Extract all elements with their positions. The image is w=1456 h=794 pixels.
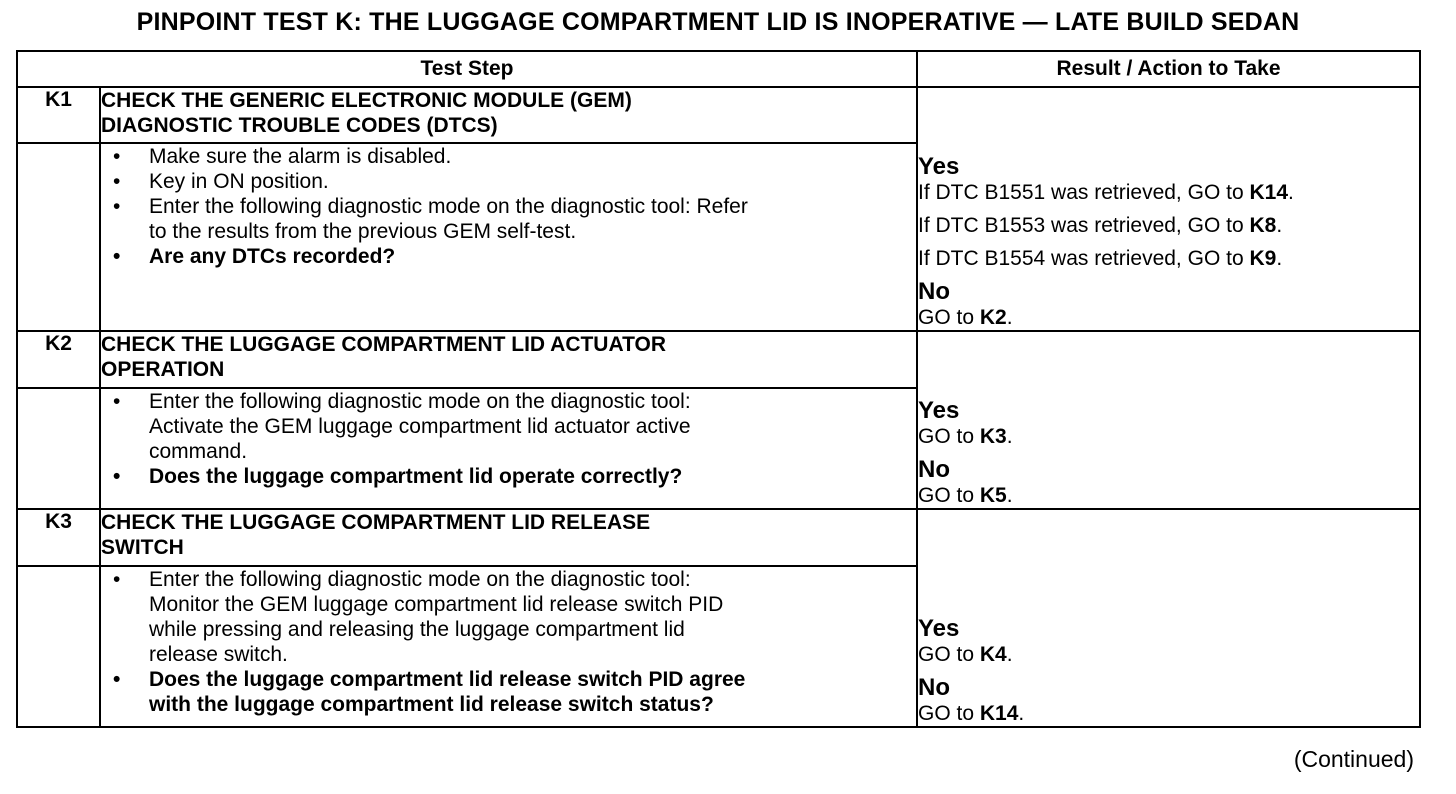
yes-action: If DTC B1554 was retrieved, GO to K9.	[918, 247, 1283, 270]
bullet-item: • Enter the following diagnostic mode on the diagnostic tool: Activate the GEM luggage compartment lid actuator active command.	[113, 390, 691, 464]
heading-line: OPERATION	[101, 358, 225, 381]
heading-line: CHECK THE LUGGAGE COMPARTMENT LID RELEASE	[101, 511, 651, 534]
header-row	[17, 51, 1420, 87]
step-heading	[100, 331, 917, 388]
no-label: No	[918, 456, 950, 483]
continued-note: (Continued)	[1293, 746, 1414, 772]
heading-line: CHECK THE LUGGAGE COMPARTMENT LID ACTUATOR	[101, 333, 667, 356]
no-action: GO to K2.	[918, 306, 1013, 329]
no-action: GO to K5.	[918, 484, 1013, 507]
step-k2-result	[917, 331, 1420, 509]
pinpoint-table	[16, 50, 1421, 728]
step-id: K2	[17, 331, 100, 388]
bullet-list	[53, 389, 916, 489]
step-heading	[100, 87, 917, 143]
test-step-header: Test Step	[17, 51, 917, 87]
step-heading	[100, 509, 917, 566]
yes-action: GO to K4.	[918, 643, 1013, 666]
step-k1-heading-row	[17, 87, 1420, 143]
bullet-question: • Does the luggage compartment lid operate correctly?	[113, 465, 683, 489]
yes-label: Yes	[918, 615, 960, 642]
page-title: PINPOINT TEST K: THE LUGGAGE COMPARTMENT LID IS INOPERATIVE — LATE BUILD SEDAN	[136, 8, 1300, 36]
result-header: Result / Action to Take	[917, 51, 1420, 87]
heading-line: SWITCH	[101, 536, 184, 559]
bullet-item: • Enter the following diagnostic mode on the diagnostic tool: Refer to the results from the previous GEM self-test.	[113, 194, 748, 243]
bullet-item: • Make sure the alarm is disabled.	[113, 144, 452, 168]
bullet-item: • Key in ON position.	[113, 169, 329, 193]
step-body	[100, 388, 917, 509]
step-body	[100, 566, 917, 727]
yes-label: Yes	[918, 153, 960, 180]
step-k1-result	[917, 87, 1420, 331]
step-body	[100, 143, 917, 331]
yes-label: Yes	[918, 397, 960, 424]
yes-action: If DTC B1551 was retrieved, GO to K14.	[918, 181, 1294, 204]
no-action: GO to K14.	[918, 702, 1025, 725]
no-label: No	[918, 674, 950, 701]
step-k2-heading-row	[17, 331, 1420, 388]
bullet-question: • Does the luggage compartment lid release switch PID agree with the luggage compartment lid release switch status?	[113, 668, 746, 717]
step-id: K1	[17, 87, 100, 143]
step-id: K3	[17, 509, 100, 566]
bullet-list	[53, 567, 916, 717]
heading-line: DIAGNOSTIC TROUBLE CODES (DTCS)	[101, 114, 498, 137]
bullet-list	[53, 144, 916, 269]
yes-action: If DTC B1553 was retrieved, GO to K8.	[918, 214, 1283, 237]
no-label: No	[918, 278, 950, 305]
bullet-question: • Are any DTCs recorded?	[113, 244, 396, 268]
bullet-item: • Enter the following diagnostic mode on the diagnostic tool: Monitor the GEM luggage compartment lid release switch PID while pressing and releasing the luggage compartment lid release switch.	[113, 568, 724, 667]
step-k3-result	[917, 509, 1420, 727]
heading-line: CHECK THE GENERIC ELECTRONIC MODULE (GEM)	[101, 89, 632, 112]
step-k3-heading-row	[17, 509, 1420, 566]
yes-action: GO to K3.	[918, 425, 1013, 448]
